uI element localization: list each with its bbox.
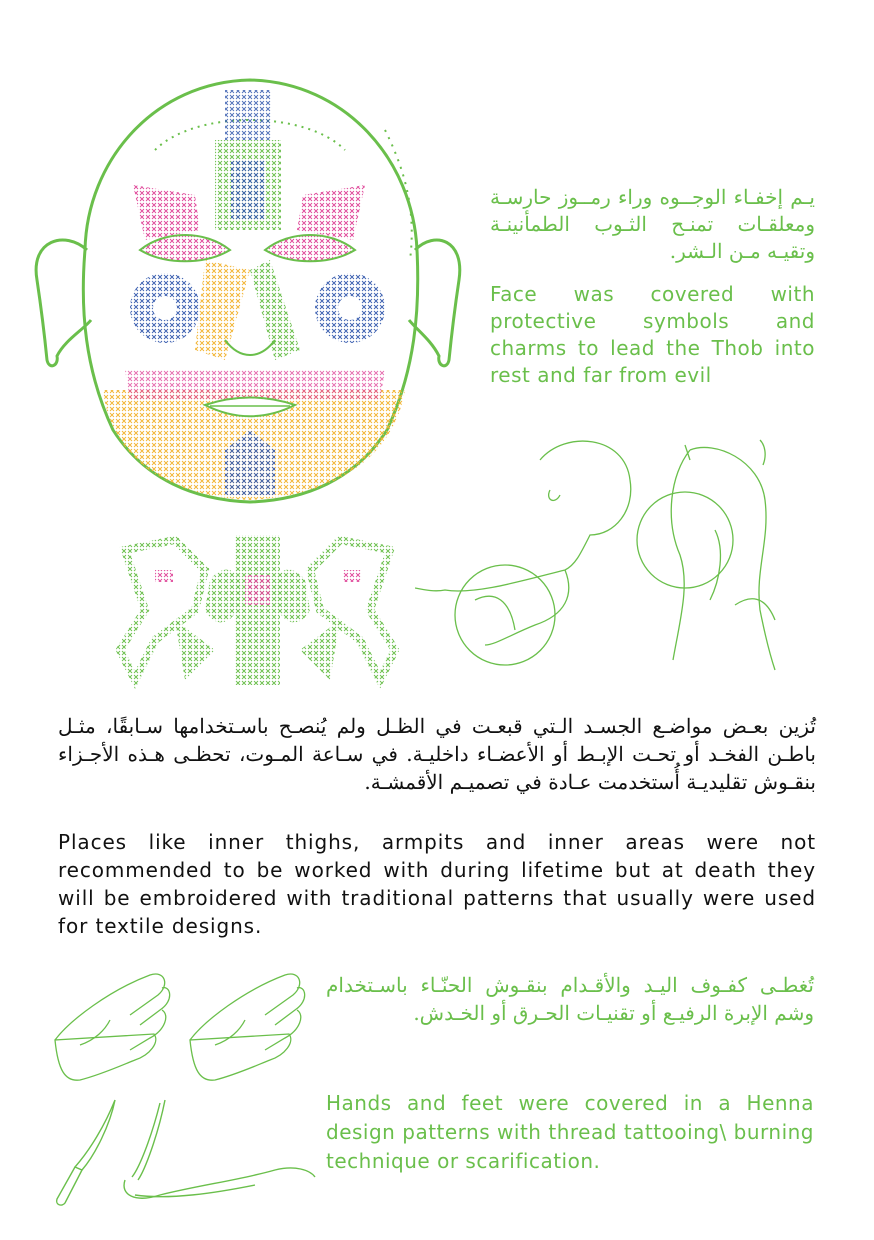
hands-sketch-illustration	[50, 970, 325, 1085]
embroidered-motif-illustration	[115, 530, 400, 690]
face-english-text: Face was covered with protective symbols and charms to lead the Thob into rest and far from evil	[490, 282, 815, 387]
torso-sketch-illustration	[415, 420, 795, 675]
face-arabic-text: يـم إخفـاء الوجــوه وراء رمــوز حارسـة ومعلقـات تمنـح الثـوب الطمأنينـة وتقيـه مـن الـشر.	[490, 185, 815, 263]
body-english-text: Places like inner thighs, armpits and inner areas were not recommended to be worked with during lifetime but at death they will be embroidered with traditional patterns that usually were used for textile designs.	[58, 830, 816, 938]
face-embroidery-illustration	[25, 70, 470, 510]
body-arabic-text: تُزين بعـض مواضـع الجسـد الـتي قبعـت في الظـل ولم يُنصـح باسـتخدامها سـابقًا، مثـل باطـن الفخـد أو تحـت الإبـط أو الأعضـاء داخليـة. في سـاعة المـوت، تحظـى هـذه الأجـزاء بنقـوش تقليديـة أُستخدمت عـادة في تصميـم الأقمشـة.	[58, 714, 816, 794]
hands-english-text: Hands and feet were covered in a Henna design patterns with thread tattooing\ burning technique or scarification.	[326, 1091, 814, 1173]
needle-tools-illustration	[40, 1095, 320, 1210]
hands-arabic-text: تُغطـى كفـوف اليـد والأقـدام بنقـوش الحنّـاء باسـتخدام وشم الإبرة الرفيـع أو تقنيـات الحـرق أو الخـدش.	[326, 973, 814, 1025]
